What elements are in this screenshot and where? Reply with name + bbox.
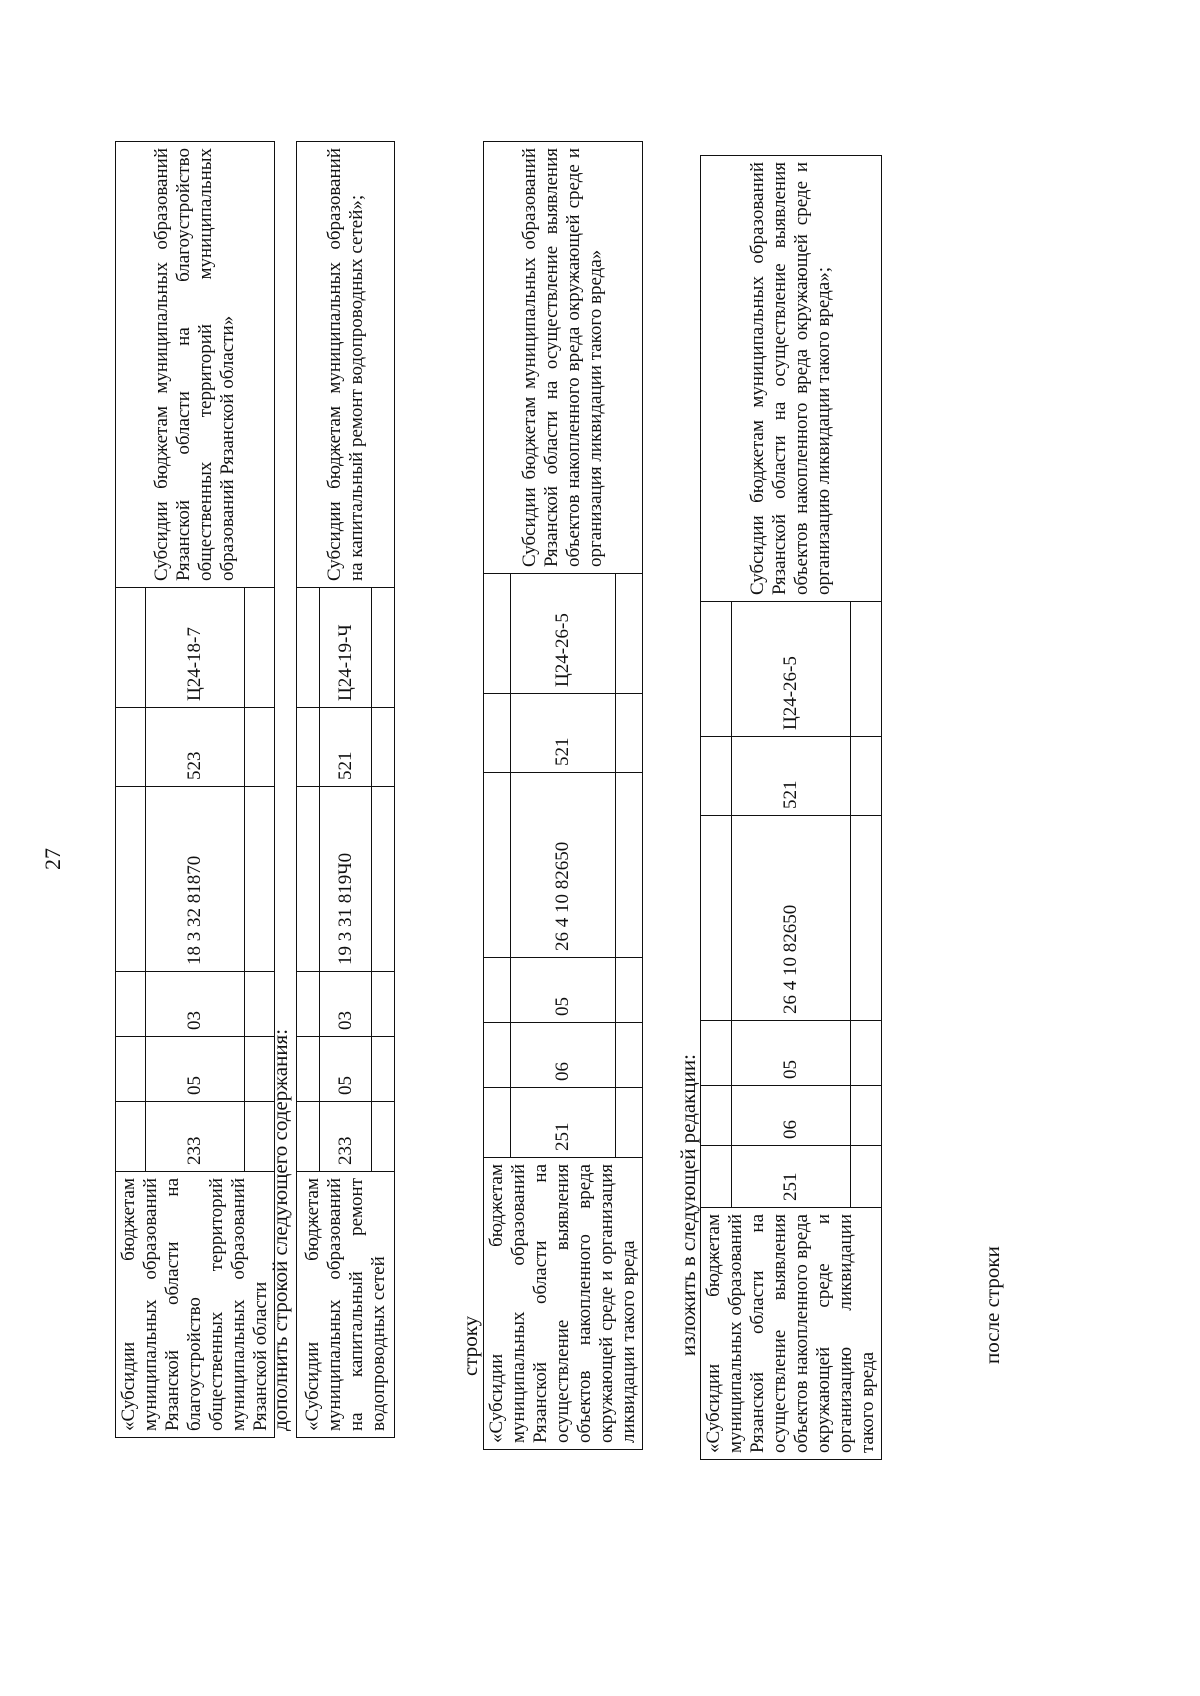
- phrase-row-word: строку: [458, 1315, 482, 1376]
- section-code: 06: [510, 1023, 615, 1088]
- phrase-after-row: после строки: [980, 1246, 1004, 1364]
- expense-type-code: 523: [146, 708, 244, 787]
- row-name-cell: «Субсидии бюджетам муниципальных образований Рязанской области на осуществление выявления объектов накопленного вреда окружающей среде и организация ликвидации такого вреда: [484, 1158, 643, 1450]
- subsidy-code: Ц24-26-5: [731, 602, 851, 737]
- row-name-cell: «Субсидии бюджетам муниципальных образований на капитальный ремонт водопроводных сетей: [297, 1172, 395, 1438]
- subsection-code: 03: [320, 972, 372, 1037]
- row-description-cell: Субсидии бюджетам муниципальных образований на капитальный ремонт водопроводных сетей»;: [297, 142, 395, 588]
- page-number: 27: [40, 848, 65, 870]
- subsidy-code: Ц24-26-5: [510, 574, 615, 694]
- subsection-code: 05: [731, 1021, 851, 1086]
- row-description-cell: Субсидии бюджетам муниципальных образований Рязанской области на осуществление выявления объектов накопленного вреда окружающей среде и организация ликвидации такого вреда»: [484, 142, 643, 574]
- subsidy-code: Ц24-19-Ч: [320, 588, 372, 708]
- expense-type-code: 521: [731, 737, 851, 816]
- row-description-cell: Субсидии бюджетам муниципальных образований Рязанской области на осуществление выявления объектов накопленного вреда окружающей среде и организацию ликвидации такого вреда»;: [701, 156, 882, 602]
- target-article-code: 26 4 10 82650: [510, 773, 615, 958]
- target-article-code: 19 3 31 819Ч0: [320, 787, 372, 972]
- ministry-code: 251: [731, 1146, 851, 1208]
- ministry-code: 233: [146, 1102, 244, 1172]
- row-name-cell: «Субсидии бюджетам муниципальных образований Рязанской области на осуществление выявления объектов накопленного вреда окружающей среде и организацию ликвидации такого вреда: [701, 1208, 882, 1460]
- subsection-code: 03: [146, 972, 244, 1037]
- expense-type-code: 521: [320, 708, 372, 787]
- budget-row-table-2: [296, 141, 395, 1438]
- budget-row-table-4: [700, 155, 882, 1460]
- ministry-code: 251: [510, 1088, 615, 1158]
- subsection-code: 05: [510, 958, 615, 1023]
- expense-type-code: 521: [510, 694, 615, 773]
- budget-row-table-1: [115, 141, 275, 1438]
- subsidy-code: Ц24-18-7: [146, 588, 244, 708]
- phrase-restate: изложить в следующей редакции:: [676, 1054, 700, 1356]
- row-name-cell: «Субсидии бюджетам муниципальных образований Рязанской области на благоустройство общественных территорий муниципальных образований Рязанской области: [116, 1172, 275, 1438]
- section-code: 05: [320, 1037, 372, 1102]
- ministry-code: 233: [320, 1102, 372, 1172]
- target-article-code: 18 3 32 81870: [146, 787, 244, 972]
- budget-row-table-3: [483, 141, 643, 1450]
- section-code: 06: [731, 1086, 851, 1146]
- target-article-code: 26 4 10 82650: [731, 816, 851, 1021]
- section-code: 05: [146, 1037, 244, 1102]
- phrase-add-row: дополнить строкой следующего содержания:: [268, 1028, 292, 1431]
- row-description-cell: Субсидии бюджетам муниципальных образований Рязанской области на благоустройство общественных территорий муниципальных образований Рязанской области»: [116, 142, 275, 588]
